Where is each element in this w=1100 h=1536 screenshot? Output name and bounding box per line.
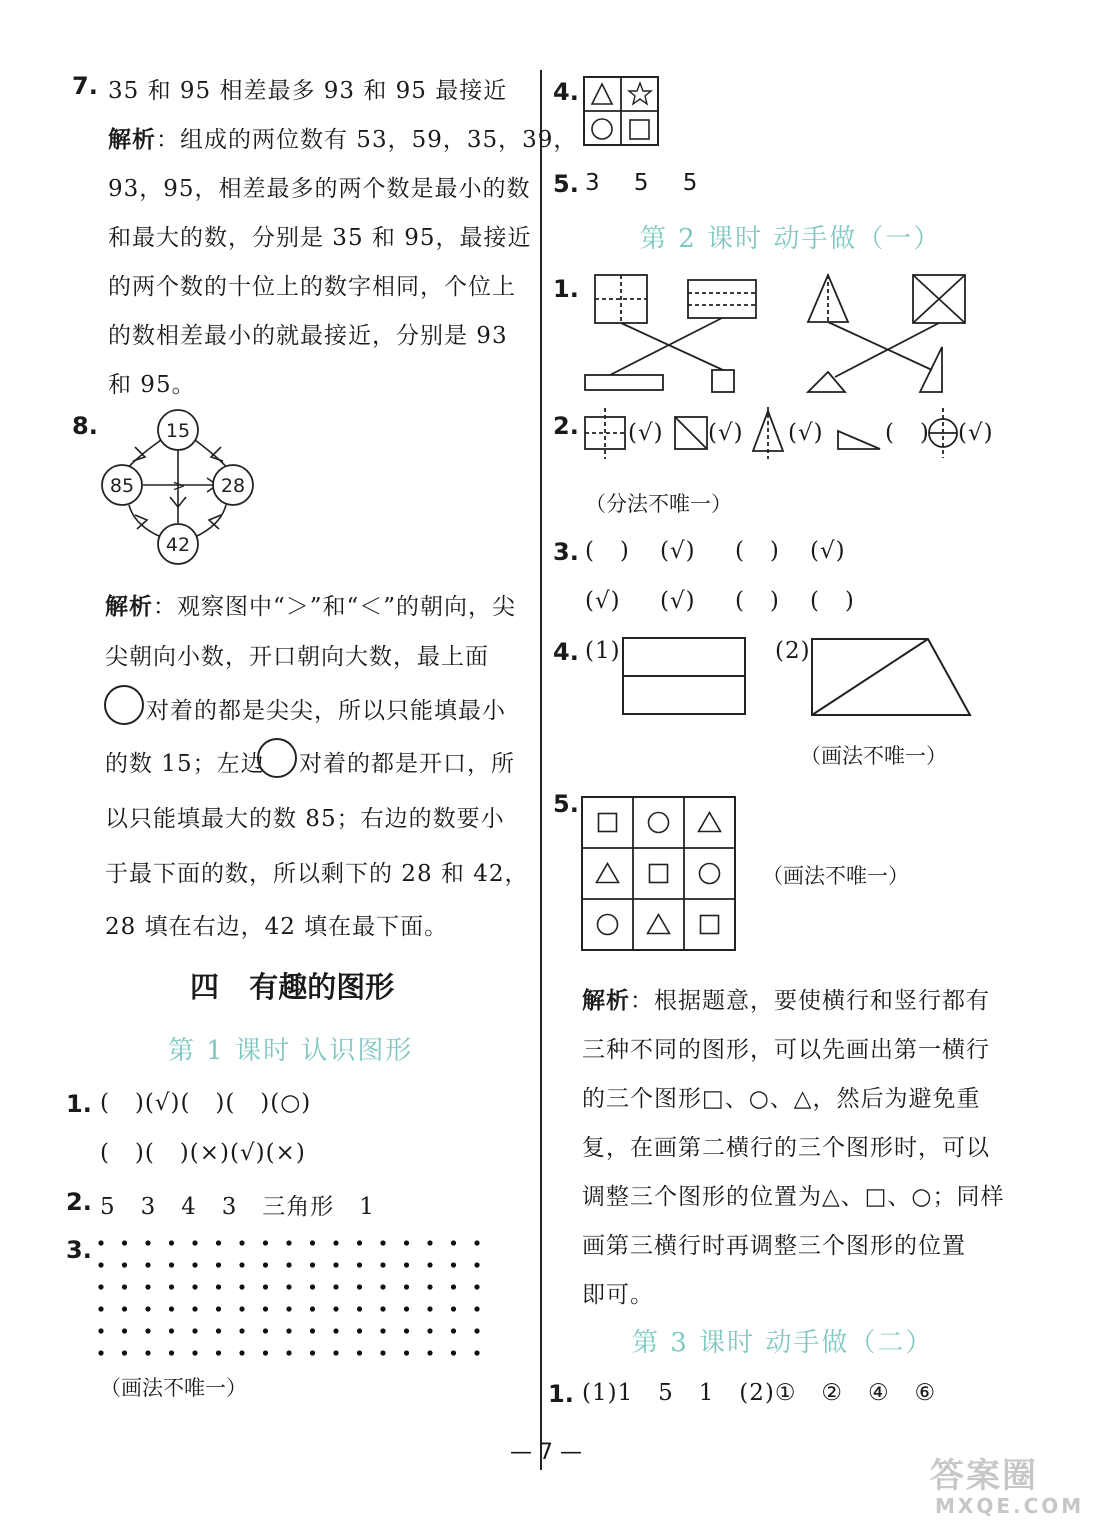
grid-dot bbox=[122, 1306, 127, 1311]
grid-dot bbox=[239, 1240, 244, 1245]
r-explanation-label: 解析 bbox=[582, 987, 630, 1014]
grid-dot bbox=[404, 1240, 409, 1245]
l2q5-number: 5. bbox=[553, 790, 579, 818]
grid-dot bbox=[357, 1350, 362, 1355]
r-explanation-line-1: 解析：根据题意，要使横行和竖行都有 bbox=[582, 987, 990, 1014]
l2q2-mark-3: (√) bbox=[788, 420, 824, 446]
grid-dot bbox=[216, 1306, 221, 1311]
small-square-icon bbox=[712, 370, 734, 392]
q8-value-top: 15 bbox=[165, 420, 191, 442]
grid-dot bbox=[404, 1350, 409, 1355]
l1q1-row-2: ( )( )(×)(√)(×) bbox=[100, 1140, 306, 1166]
l2q2-mark-2: (√) bbox=[708, 420, 744, 446]
grid-dot bbox=[169, 1240, 174, 1245]
q8-center-mark: > bbox=[172, 476, 186, 495]
grid-dot bbox=[263, 1328, 268, 1333]
grid-dot bbox=[216, 1350, 221, 1355]
grid-dot bbox=[451, 1306, 456, 1311]
grid-dot bbox=[451, 1350, 456, 1355]
l2q4-label-2: (2) bbox=[775, 638, 811, 664]
grid-dot bbox=[169, 1262, 174, 1267]
grid-dot bbox=[427, 1240, 432, 1245]
grid-dot bbox=[333, 1262, 338, 1267]
grid-dot bbox=[357, 1240, 362, 1245]
q8-explanation-line-7: 28 填在右边，42 填在最下面。 bbox=[105, 914, 449, 940]
page-number: — 7 — bbox=[510, 1440, 582, 1465]
star-icon bbox=[629, 83, 651, 104]
l2q3-row2-1: (√) bbox=[585, 588, 621, 614]
l2q3-row1-3: ( ) bbox=[735, 538, 780, 564]
q8-explanation-line-2: 尖朝向小数，开口朝向大数，最上面 bbox=[105, 644, 489, 670]
r-q4-number: 4. bbox=[553, 78, 579, 106]
grid-dot bbox=[380, 1328, 385, 1333]
q8-blank-circle-2 bbox=[257, 738, 297, 778]
q7-explanation-line-6: 和 95。 bbox=[108, 372, 196, 398]
grid-dot bbox=[357, 1262, 362, 1267]
l2q3-row1-2: (√) bbox=[660, 538, 696, 564]
grid-dot bbox=[380, 1262, 385, 1267]
l1q2-number: 2. bbox=[66, 1188, 92, 1216]
circle-icon bbox=[700, 864, 720, 884]
grid-dot bbox=[145, 1350, 150, 1355]
grid-dot bbox=[333, 1284, 338, 1289]
grid-dot bbox=[451, 1284, 456, 1289]
grid-dot bbox=[310, 1262, 315, 1267]
grid-dot bbox=[404, 1262, 409, 1267]
grid-dot bbox=[333, 1240, 338, 1245]
grid-dot bbox=[451, 1328, 456, 1333]
grid-dot bbox=[404, 1284, 409, 1289]
grid-dot bbox=[310, 1284, 315, 1289]
grid-dot bbox=[192, 1262, 197, 1267]
l1q1-row-1: ( )(√)( )( )(○) bbox=[100, 1090, 312, 1116]
grid-dot bbox=[239, 1262, 244, 1267]
circle-icon bbox=[592, 119, 612, 139]
q8-explanation-line-4a: 的数 15；左边 bbox=[105, 751, 265, 777]
grid-dot bbox=[286, 1240, 291, 1245]
grid-dot bbox=[474, 1306, 479, 1311]
grid-dot bbox=[333, 1350, 338, 1355]
grid-dot bbox=[239, 1306, 244, 1311]
grid-dot bbox=[380, 1350, 385, 1355]
grid-dot bbox=[122, 1240, 127, 1245]
grid-dot bbox=[310, 1306, 315, 1311]
grid-dot bbox=[380, 1284, 385, 1289]
r-q4-shape-grid bbox=[583, 76, 663, 148]
grid-dot bbox=[122, 1262, 127, 1267]
grid-dot bbox=[216, 1262, 221, 1267]
q7-number: 7. bbox=[72, 72, 98, 100]
triangle-icon bbox=[699, 813, 721, 832]
grid-dot bbox=[474, 1350, 479, 1355]
grid-dot bbox=[98, 1306, 103, 1311]
grid-dot bbox=[122, 1350, 127, 1355]
l2q5-shape-grid bbox=[580, 795, 740, 950]
grid-dot bbox=[286, 1262, 291, 1267]
grid-dot bbox=[145, 1240, 150, 1245]
q8-explanation-line-6: 于最下面的数，所以剩下的 28 和 42， bbox=[105, 861, 529, 887]
thin-rectangle-icon bbox=[585, 375, 663, 390]
circle-icon bbox=[649, 813, 669, 833]
grid-dot bbox=[333, 1306, 338, 1311]
lesson-3-title: 第 3 课时 动手做（二） bbox=[632, 1328, 934, 1358]
right-triangle-small-icon bbox=[838, 431, 880, 449]
grid-dot bbox=[145, 1306, 150, 1311]
q8-explanation-label: 解析 bbox=[105, 593, 153, 620]
q8-number: 8. bbox=[72, 412, 98, 440]
q7-explanation-line-5: 的数相差最小的就最接近，分别是 93 bbox=[108, 323, 508, 349]
grid-dot bbox=[145, 1262, 150, 1267]
grid-dot bbox=[427, 1262, 432, 1267]
grid-dot bbox=[169, 1284, 174, 1289]
grid-dot bbox=[263, 1240, 268, 1245]
r-explanation-line-7: 即可。 bbox=[582, 1282, 654, 1308]
q8-value-right: 28 bbox=[220, 475, 246, 497]
square-icon bbox=[599, 814, 617, 832]
lesson-2-title: 第 2 课时 动手做（一） bbox=[640, 224, 942, 254]
q7-explanation-label: 解析 bbox=[108, 126, 156, 153]
lesson-1-title: 第 1 课时 认识图形 bbox=[168, 1036, 414, 1066]
grid-dot bbox=[474, 1240, 479, 1245]
grid-dot bbox=[169, 1306, 174, 1311]
l2q1-number: 1. bbox=[553, 275, 579, 303]
grid-dot bbox=[98, 1284, 103, 1289]
q8-value-left: 85 bbox=[109, 475, 135, 497]
r-explanation-line-5: 调整三个图形的位置为△、□、○；同样 bbox=[582, 1184, 1005, 1210]
l2q2-number: 2. bbox=[553, 412, 579, 440]
grid-dot bbox=[357, 1328, 362, 1333]
square-icon bbox=[701, 916, 719, 934]
q8-explanation-line-3: 对着的都是尖尖，所以只能填最小 bbox=[146, 698, 506, 724]
l2q3-row2-2: (√) bbox=[660, 588, 696, 614]
grid-dot bbox=[357, 1306, 362, 1311]
grid-dot bbox=[404, 1328, 409, 1333]
watermark-url: MXQE.COM bbox=[935, 1494, 1085, 1518]
grid-dot bbox=[239, 1284, 244, 1289]
grid-dot bbox=[239, 1350, 244, 1355]
grid-dot bbox=[192, 1284, 197, 1289]
l2q2-note: （分法不唯一） bbox=[585, 492, 732, 516]
rectangle-striped-icon bbox=[688, 280, 756, 318]
grid-dot bbox=[239, 1328, 244, 1333]
q8-value-bottom: 42 bbox=[165, 534, 191, 556]
grid-dot bbox=[145, 1328, 150, 1333]
l2q1-matching-figure bbox=[580, 270, 980, 410]
l2q2-mark-5: (√) bbox=[958, 420, 994, 446]
grid-dot bbox=[263, 1350, 268, 1355]
grid-dot bbox=[263, 1284, 268, 1289]
grid-dot bbox=[427, 1328, 432, 1333]
l2q3-row2-3: ( ) bbox=[735, 588, 780, 614]
square-icon bbox=[630, 120, 649, 139]
grid-dot bbox=[286, 1328, 291, 1333]
l3q1-number: 1. bbox=[548, 1380, 574, 1408]
grid-dot bbox=[192, 1350, 197, 1355]
grid-dot bbox=[286, 1306, 291, 1311]
l2q5-note: （画法不唯一） bbox=[762, 864, 909, 888]
l3q1-answer: (1)1 5 1 (2)① ② ④ ⑥ bbox=[582, 1380, 937, 1406]
r-q5-answer: 3 5 5 bbox=[585, 170, 699, 196]
grid-dot bbox=[98, 1262, 103, 1267]
grid-dot bbox=[380, 1306, 385, 1311]
grid-dot bbox=[263, 1262, 268, 1267]
grid-dot bbox=[310, 1240, 315, 1245]
q8-explanation-line-5: 以只能填最大的数 85；右边的数要小 bbox=[105, 806, 505, 832]
l2q4-note: （画法不唯一） bbox=[800, 744, 947, 768]
grid-dot bbox=[286, 1350, 291, 1355]
grid-dot bbox=[474, 1262, 479, 1267]
triangle-icon bbox=[648, 915, 670, 934]
triangle-icon bbox=[592, 84, 612, 104]
l1q3-number: 3. bbox=[66, 1236, 92, 1264]
grid-dot bbox=[333, 1328, 338, 1333]
grid-dot bbox=[98, 1240, 103, 1245]
l2q2-mark-4: ( ) bbox=[885, 420, 930, 446]
grid-dot bbox=[404, 1306, 409, 1311]
grid-dot bbox=[216, 1328, 221, 1333]
grid-dot bbox=[427, 1284, 432, 1289]
grid-dot bbox=[98, 1350, 103, 1355]
grid-dot bbox=[451, 1240, 456, 1245]
l2q4-trapezoid-split bbox=[810, 637, 975, 717]
triangle-icon bbox=[597, 864, 619, 883]
grid-dot bbox=[310, 1328, 315, 1333]
l1q3-note: （画法不唯一） bbox=[100, 1376, 247, 1400]
q8-arc-top-right bbox=[195, 440, 226, 467]
q8-explanation-line-1: 解析：观察图中“＞”和“＜”的朝向，尖 bbox=[105, 593, 517, 620]
l1q1-number: 1. bbox=[66, 1090, 92, 1118]
grid-dot bbox=[216, 1284, 221, 1289]
q7-explanation-line-3: 和最大的数，分别是 35 和 95，最接近 bbox=[108, 225, 532, 251]
square-icon bbox=[650, 865, 668, 883]
q7-explanation-line-4: 的两个数的十位上的数字相同，个位上 bbox=[108, 274, 516, 300]
column-divider bbox=[540, 70, 542, 1470]
l1q3-dot-grid bbox=[95, 1235, 505, 1365]
l2q3-number: 3. bbox=[553, 538, 579, 566]
r-explanation-line-6: 画第三横行时再调整三个图形的位置 bbox=[582, 1233, 966, 1259]
grid-dot bbox=[192, 1240, 197, 1245]
l2q3-row1-1: ( ) bbox=[585, 538, 630, 564]
grid-dot bbox=[427, 1306, 432, 1311]
r-q5-number: 5. bbox=[553, 170, 579, 198]
grid-dot bbox=[145, 1284, 150, 1289]
grid-dot bbox=[122, 1328, 127, 1333]
q8-mark-bottom-left bbox=[135, 515, 147, 529]
l2q4-label-1: (1) bbox=[585, 638, 621, 664]
r-explanation-line-2: 三种不同的图形，可以先画出第一横行 bbox=[582, 1037, 990, 1063]
l1q2-answer: 5 3 4 3 三角形 1 bbox=[100, 1194, 375, 1220]
q7-answer: 35 和 95 相差最多 93 和 95 最接近 bbox=[108, 78, 508, 104]
grid-dot bbox=[380, 1240, 385, 1245]
circle-icon bbox=[598, 915, 618, 935]
grid-dot bbox=[192, 1328, 197, 1333]
q8-comparison-diagram bbox=[95, 405, 265, 570]
q8-explanation-line-4b: 对着的都是开口，所 bbox=[299, 751, 515, 777]
grid-dot bbox=[192, 1306, 197, 1311]
l2q2-mark-1: (√) bbox=[628, 420, 664, 446]
grid-dot bbox=[451, 1262, 456, 1267]
q7-explanation-line-2: 93，95，相差最多的两个数是最小的数 bbox=[108, 176, 531, 202]
grid-dot bbox=[427, 1350, 432, 1355]
grid-dot bbox=[474, 1284, 479, 1289]
grid-dot bbox=[310, 1350, 315, 1355]
l2q4-rectangle-split bbox=[622, 637, 746, 715]
grid-dot bbox=[286, 1284, 291, 1289]
grid-dot bbox=[216, 1240, 221, 1245]
grid-dot bbox=[263, 1306, 268, 1311]
l2q3-row1-4: (√) bbox=[810, 538, 846, 564]
q7-explanation-line-1: 解析：组成的两位数有 53，59，35，39， bbox=[108, 126, 578, 153]
unit-title: 四 有趣的图形 bbox=[190, 970, 395, 1004]
q8-blank-circle-1 bbox=[104, 685, 144, 725]
watermark-logo: 答案圈 bbox=[930, 1456, 1038, 1496]
grid-dot bbox=[357, 1284, 362, 1289]
grid-dot bbox=[474, 1328, 479, 1333]
l2q3-row2-4: ( ) bbox=[810, 588, 855, 614]
grid-dot bbox=[169, 1350, 174, 1355]
q8-arc-top-left bbox=[129, 440, 161, 467]
grid-dot bbox=[98, 1328, 103, 1333]
l2q4-number: 4. bbox=[553, 638, 579, 666]
grid-dot bbox=[169, 1328, 174, 1333]
grid-dot bbox=[122, 1284, 127, 1289]
r-explanation-line-4: 复，在画第二横行的三个图形时，可以 bbox=[582, 1135, 990, 1161]
r-explanation-line-3: 的三个图形□、○、△，然后为避免重 bbox=[582, 1086, 981, 1112]
